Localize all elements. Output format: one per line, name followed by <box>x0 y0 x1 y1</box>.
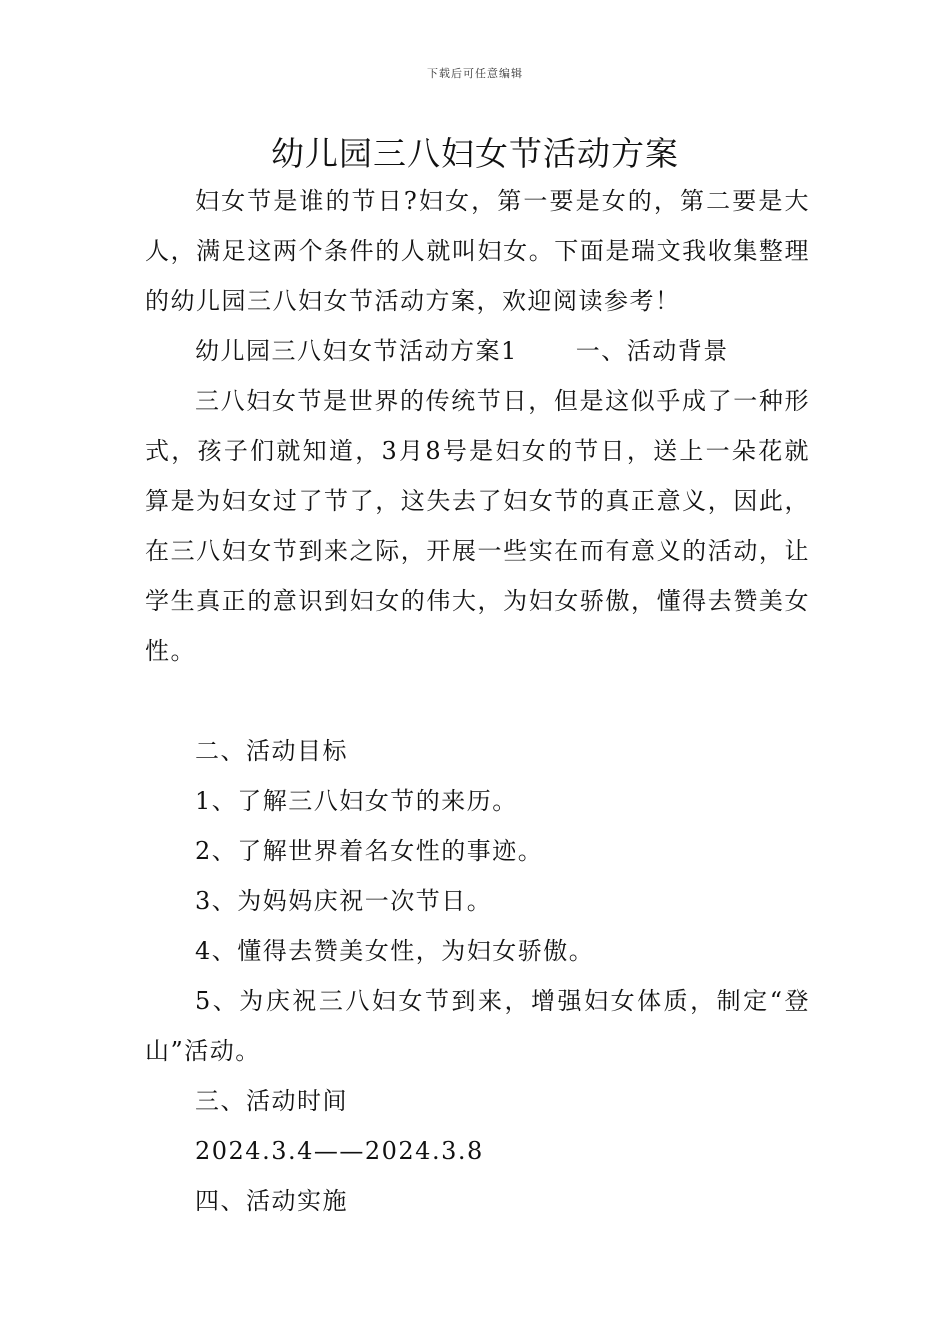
time-range: 2024.3.4——2024.3.8 <box>195 1137 484 1165</box>
intro-paragraph: 妇女节是谁的节日?妇女，第一要是女的，第二要是大人，满足这两个条件的人就叫妇女。下面是瑞文我收集整理的幼儿园三八妇女节活动方案，欢迎阅读参考！ <box>145 187 810 315</box>
goal-item-1: 1、了解三八妇女节的来历。 <box>195 787 518 815</box>
header-note: 下载后可任意编辑 <box>427 67 523 80</box>
section3-heading: 三、活动时间 <box>195 1087 348 1115</box>
document-title: 幼儿园三八妇女节活动方案 <box>271 134 679 173</box>
section2-heading: 二、活动目标 <box>195 737 348 765</box>
document-body <box>145 176 810 1226</box>
plan-heading-line <box>145 326 810 376</box>
blank-line <box>145 676 810 726</box>
section1-heading: 一、活动背景 <box>575 337 729 365</box>
goal-item-2: 2、了解世界着名女性的事迹。 <box>195 837 544 865</box>
background-paragraph: 三八妇女节是世界的传统节日，但是这似乎成了一种形式，孩子们就知道，3月8号是妇女的节日，送上一朵花就算是为妇女过了节了，这失去了妇女节的真正意义，因此，在三八妇女节到来之际，开展一些实在而有意义的活动，让学生真正的意识到妇女的伟大，为妇女骄傲，懂得去赞美女性。 <box>145 387 810 665</box>
plan-heading: 幼儿园三八妇女节活动方案1 <box>195 337 518 365</box>
goal-item-3: 3、为妈妈庆祝一次节日。 <box>195 887 493 915</box>
section4-heading: 四、活动实施 <box>195 1187 348 1215</box>
goal-item-4: 4、懂得去赞美女性，为妇女骄傲。 <box>195 937 595 965</box>
goal-item-5: 5、为庆祝三八妇女节到来，增强妇女体质，制定“登山”活动。 <box>145 987 810 1065</box>
